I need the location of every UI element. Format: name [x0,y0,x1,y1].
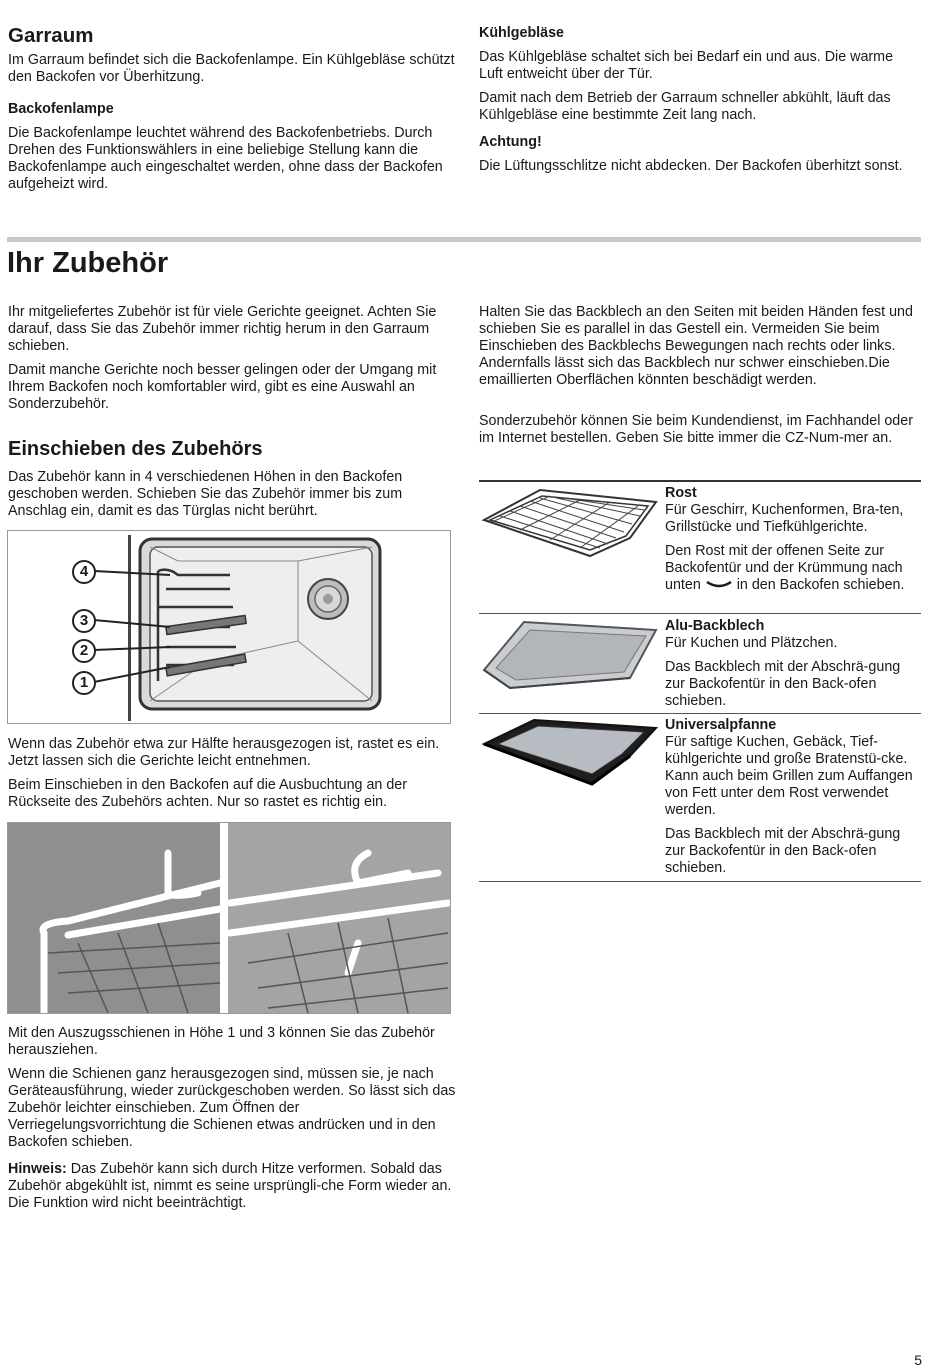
accessory-table-top-line [479,480,921,482]
accessory-rost-desc: Für Geschirr, Kuchenformen, Bra-ten, Grillstücke und Tiefkühlgerichte. [665,502,904,535]
einschieben-paragraph-5: Wenn die Schienen ganz herausgezogen sind, müssen sie, je nach Geräteausführung, wieder zurückgeschoben werden. So lässt sich das Zubehör leichter einschieben. Zum Öffnen der Verriegelungsvorrichtung die Schienen etwas andrücken und in den Backofen schieben. [8,1066,456,1150]
warning-heading: Achtung! [479,134,542,150]
accessory-alu-backblech-name: Alu-Backblech [665,618,765,634]
hinweis-label: Hinweis: [8,1161,67,1177]
accessory-table-bottom-line [479,881,921,882]
backofenlampe-text: Die Backofenlampe leuchtet während des Backofenbetriebs. Durch Drehen des Funktionswählers in eine beliebige Stellung kann die Backofenlampe auch eingeschaltet werden, ohne dass der Backofen aufgeheizt wird. [8,125,443,192]
section-title-garraum: Garraum [8,24,94,47]
rost-image [480,486,660,560]
alu-backblech-image [480,618,660,690]
backofenlampe-heading: Backofenlampe [8,101,114,117]
accessory-universalpfanne-extra: Das Backblech mit der Abschrä-gung zur Backofentür in den Back-ofen schieben. [665,826,901,876]
rail-detail-figure [7,822,451,1014]
accessory-rost-extra-text: Den Rost mit der offenen Seite zur Backofentür und der Krümmung nach unten [665,543,903,593]
level-2-badge: 2 [72,639,96,663]
curve-symbol-icon [705,580,733,590]
section-divider [7,237,921,242]
section-title-einschieben: Einschieben des Zubehörs [8,438,263,460]
page-number: 5 [914,1352,922,1368]
accessory-alu-backblech [665,618,923,710]
einschieben-paragraph-4: Mit den Auszugsschienen in Höhe 1 und 3 können Sie das Zubehör herausziehen. [8,1025,435,1058]
accessory-rost-extra [665,543,923,594]
accessory-divider-2 [479,713,921,714]
universalpfanne-image [480,716,660,788]
kuehlgeblaese-text-1: Das Kühlgebläse schaltet sich bei Bedarf ein und aus. Die warme Luft entweicht über der Tür. [479,49,894,82]
kuehlgeblaese-text-2: Damit nach dem Betrieb der Garraum schneller abkühlt, läuft das Kühlgebläse eine bestimmte Zeit lang nach. [479,90,891,123]
accessory-alu-backblech-extra: Das Backblech mit der Abschrä-gung zur Backofentür in den Back-ofen schieben. [665,659,901,709]
zubehoer-right-paragraph-2: Sonderzubehör können Sie beim Kundendienst, im Fachhandel oder im Internet bestellen. Geben Sie bitte immer die CZ-Num-mer an. [479,413,913,446]
accessory-rost [665,485,923,594]
accessory-alu-backblech-desc: Für Kuchen und Plätzchen. [665,635,838,651]
einschieben-paragraph-2: Wenn das Zubehör etwa zur Hälfte herausgezogen ist, rastet es ein. Jetzt lassen sich die Gerichte leicht entnehmen. [8,736,440,769]
hinweis-text: Das Zubehör kann sich durch Hitze verformen. Sobald das Zubehör abgekühlt ist, nimmt es seine ursprüngli-che Form wieder an. Die Funktion wird nicht beeinträchtigt. [8,1161,452,1211]
zubehoer-paragraph-1: Ihr mitgeliefertes Zubehör ist für viele Gerichte geeignet. Achten Sie darauf, dass Sie das Zubehör immer richtig herum in den Garraum schieben. [8,304,437,354]
oven-levels-figure [7,530,451,724]
hinweis-note [8,1161,458,1212]
level-3-badge: 3 [72,609,96,633]
warning-text: Die Lüftungsschlitze nicht abdecken. Der Backofen überhitzt sonst. [479,158,903,174]
accessory-universalpfanne [665,717,923,877]
zubehoer-paragraph-2: Damit manche Gerichte noch besser gelingen oder der Umgang mit Ihrem Backofen noch komfortabler wird, gibt es eine Auswahl an Sonderzubehör. [8,362,437,412]
accessory-rost-extra-text-end: in den Backofen schieben. [732,577,905,593]
einschieben-paragraph-3: Beim Einschieben in den Backofen auf die Ausbuchtung an der Rückseite des Zubehörs achten. Nur so rastet es richtig ein. [8,777,408,810]
section-title-zubehoer: Ihr Zubehör [7,247,169,279]
level-1-badge: 1 [72,671,96,695]
accessory-divider-1 [479,613,921,614]
level-4-badge: 4 [72,560,96,584]
garraum-intro: Im Garraum befindet sich die Backofenlampe. Ein Kühlgebläse schützt den Backofen vor Überhitzung. [8,52,455,85]
zubehoer-right-paragraph-1: Halten Sie das Backblech an den Seiten mit beiden Händen fest und schieben Sie es parallel in das Gestell ein. Vermeiden Sie beim Einschieben des Backblechs Bewegungen nach rechts oder links. Andernfalls lässt sich das Backblech nur schwer einschieben.Die emaillierten Oberflächen könnten beschädigt werden. [479,304,913,388]
accessory-rost-name: Rost [665,485,697,501]
kuehlgeblaese-heading: Kühlgebläse [479,25,565,41]
accessory-universalpfanne-name: Universalpfanne [665,717,777,733]
einschieben-paragraph-1: Das Zubehör kann in 4 verschiedenen Höhen in den Backofen geschoben werden. Schieben Sie das Zubehör immer bis zum Anschlag ein, damit es das Türglas nicht berührt. [8,469,403,519]
rail-detail-illustration [8,823,450,1013]
accessory-universalpfanne-desc: Für saftige Kuchen, Gebäck, Tief-kühlgerichte und große Bratenstü-cke. Kann auch beim Grillen zum Auffangen von Fett unter dem Rost verwendet werden. [665,734,913,818]
